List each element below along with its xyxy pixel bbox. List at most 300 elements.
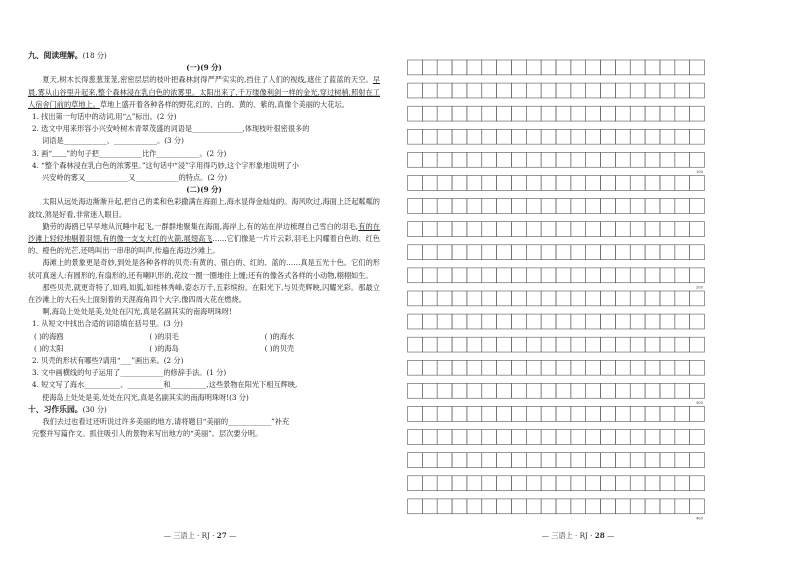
grid-cell[interactable] — [408, 499, 423, 514]
grid-cell[interactable] — [452, 199, 467, 214]
composition-grid[interactable] — [407, 58, 714, 520]
grid-cell[interactable] — [675, 106, 690, 121]
grid-cell[interactable] — [615, 383, 630, 398]
grid-cell[interactable] — [526, 83, 541, 98]
grid-cell[interactable] — [422, 499, 437, 514]
grid-cell[interactable] — [615, 176, 630, 191]
grid-cell[interactable] — [408, 407, 423, 422]
grid-cell[interactable] — [467, 83, 482, 98]
grid-cell[interactable] — [556, 199, 571, 214]
fill-blank-shell[interactable]: ( )的贝壳 — [264, 343, 295, 353]
grid-row[interactable] — [408, 360, 705, 375]
grid-cell[interactable] — [675, 337, 690, 352]
grid-cell[interactable] — [645, 499, 660, 514]
fill-blank-seagull[interactable]: ( )的海鸥 — [34, 331, 64, 341]
grid-cell[interactable] — [571, 291, 586, 306]
grid-cell[interactable] — [615, 129, 630, 144]
grid-cell[interactable] — [645, 407, 660, 422]
grid-cell[interactable] — [422, 360, 437, 375]
grid-cell[interactable] — [422, 337, 437, 352]
grid-cell[interactable] — [556, 383, 571, 398]
grid-cell[interactable] — [408, 60, 423, 75]
grid-cell[interactable] — [690, 383, 705, 398]
grid-cell[interactable] — [511, 360, 526, 375]
grid-cell[interactable] — [675, 453, 690, 468]
grid-cell[interactable] — [452, 407, 467, 422]
grid-cell[interactable] — [630, 106, 645, 121]
grid-cell[interactable] — [422, 314, 437, 329]
grid-cell[interactable] — [556, 430, 571, 445]
grid-cell[interactable] — [497, 83, 512, 98]
grid-cell[interactable] — [660, 106, 675, 121]
grid-cell[interactable] — [497, 430, 512, 445]
grid-cell[interactable] — [452, 176, 467, 191]
grid-cell[interactable] — [601, 222, 616, 237]
grid-cell[interactable] — [511, 129, 526, 144]
grid-cell[interactable] — [511, 453, 526, 468]
grid-cell[interactable] — [556, 106, 571, 121]
grid-cell[interactable] — [660, 222, 675, 237]
grid-cell[interactable] — [437, 337, 452, 352]
grid-cell[interactable] — [645, 360, 660, 375]
grid-cell[interactable] — [601, 499, 616, 514]
grid-cell[interactable] — [497, 152, 512, 167]
grid-cell[interactable] — [601, 176, 616, 191]
grid-cell[interactable] — [615, 314, 630, 329]
grid-cell[interactable] — [408, 430, 423, 445]
grid-cell[interactable] — [437, 176, 452, 191]
grid-cell[interactable] — [615, 453, 630, 468]
grid-cell[interactable] — [675, 291, 690, 306]
grid-cell[interactable] — [408, 476, 423, 491]
grid-cell[interactable] — [467, 337, 482, 352]
grid-cell[interactable] — [526, 152, 541, 167]
grid-cell[interactable] — [467, 245, 482, 260]
grid-cell[interactable] — [437, 222, 452, 237]
grid-cell[interactable] — [675, 314, 690, 329]
grid-cell[interactable] — [541, 83, 556, 98]
grid-cell[interactable] — [586, 60, 601, 75]
grid-cell[interactable] — [526, 407, 541, 422]
grid-cell[interactable] — [586, 360, 601, 375]
grid-cell[interactable] — [630, 337, 645, 352]
grid-cell[interactable] — [467, 453, 482, 468]
grid-cell[interactable] — [422, 245, 437, 260]
grid-cell[interactable] — [586, 383, 601, 398]
grid-cell[interactable] — [601, 291, 616, 306]
grid-cell[interactable] — [645, 453, 660, 468]
grid-row[interactable] — [408, 129, 705, 144]
grid-cell[interactable] — [437, 430, 452, 445]
grid-cell[interactable] — [571, 222, 586, 237]
grid-cell[interactable] — [571, 499, 586, 514]
grid-cell[interactable] — [586, 83, 601, 98]
grid-cell[interactable] — [452, 314, 467, 329]
grid-cell[interactable] — [601, 83, 616, 98]
grid-cell[interactable] — [452, 83, 467, 98]
grid-cell[interactable] — [675, 476, 690, 491]
grid-cell[interactable] — [482, 83, 497, 98]
grid-cell[interactable] — [437, 453, 452, 468]
grid-cell[interactable] — [467, 60, 482, 75]
grid-cell[interactable] — [422, 152, 437, 167]
grid-cell[interactable] — [645, 60, 660, 75]
grid-cell[interactable] — [660, 245, 675, 260]
grid-cell[interactable] — [586, 430, 601, 445]
grid-cell[interactable] — [571, 129, 586, 144]
grid-cell[interactable] — [437, 476, 452, 491]
grid-cell[interactable] — [408, 222, 423, 237]
grid-cell[interactable] — [601, 60, 616, 75]
grid-cell[interactable] — [571, 106, 586, 121]
grid-cell[interactable] — [571, 383, 586, 398]
grid-cell[interactable] — [422, 453, 437, 468]
grid-cell[interactable] — [690, 337, 705, 352]
grid-row[interactable] — [408, 314, 705, 329]
grid-cell[interactable] — [660, 176, 675, 191]
grid-cell[interactable] — [541, 176, 556, 191]
grid-cell[interactable] — [586, 407, 601, 422]
grid-cell[interactable] — [690, 314, 705, 329]
grid-cell[interactable] — [467, 291, 482, 306]
grid-cell[interactable] — [571, 176, 586, 191]
grid-cell[interactable] — [497, 360, 512, 375]
grid-cell[interactable] — [526, 383, 541, 398]
grid-cell[interactable] — [690, 360, 705, 375]
grid-cell[interactable] — [586, 129, 601, 144]
grid-cell[interactable] — [556, 83, 571, 98]
grid-cell[interactable] — [645, 314, 660, 329]
grid-cell[interactable] — [615, 245, 630, 260]
grid-cell[interactable] — [467, 499, 482, 514]
grid-row[interactable] — [408, 476, 705, 491]
grid-cell[interactable] — [422, 83, 437, 98]
grid-cell[interactable] — [511, 383, 526, 398]
grid-cell[interactable] — [497, 314, 512, 329]
grid-cell[interactable] — [615, 291, 630, 306]
grid-cell[interactable] — [601, 476, 616, 491]
answer-blank[interactable]: ____________ — [85, 173, 129, 183]
grid-cell[interactable] — [526, 60, 541, 75]
grid-cell[interactable] — [630, 499, 645, 514]
grid-cell[interactable] — [556, 453, 571, 468]
grid-cell[interactable] — [497, 129, 512, 144]
grid-cell[interactable] — [660, 129, 675, 144]
grid-cell[interactable] — [675, 383, 690, 398]
grid-cell[interactable] — [422, 106, 437, 121]
grid-cell[interactable] — [482, 499, 497, 514]
grid-cell[interactable] — [511, 476, 526, 491]
grid-row[interactable] — [408, 430, 705, 445]
grid-cell[interactable] — [675, 60, 690, 75]
grid-cell[interactable] — [422, 430, 437, 445]
grid-cell[interactable] — [586, 476, 601, 491]
grid-cell[interactable] — [437, 106, 452, 121]
grid-cell[interactable] — [675, 129, 690, 144]
grid-cell[interactable] — [526, 222, 541, 237]
grid-cell[interactable] — [452, 383, 467, 398]
grid-cell[interactable] — [422, 129, 437, 144]
grid-cell[interactable] — [408, 152, 423, 167]
grid-cell[interactable] — [422, 407, 437, 422]
composition-grid-svg[interactable] — [407, 58, 714, 520]
grid-cell[interactable] — [452, 291, 467, 306]
grid-cell[interactable] — [630, 383, 645, 398]
grid-cell[interactable] — [645, 199, 660, 214]
grid-cell[interactable] — [541, 430, 556, 445]
grid-cell[interactable] — [630, 268, 645, 283]
grid-cell[interactable] — [660, 337, 675, 352]
grid-cell[interactable] — [437, 499, 452, 514]
grid-cell[interactable] — [437, 199, 452, 214]
grid-cell[interactable] — [467, 476, 482, 491]
grid-cell[interactable] — [556, 60, 571, 75]
grid-cell[interactable] — [571, 337, 586, 352]
grid-cell[interactable] — [526, 129, 541, 144]
grid-cell[interactable] — [482, 106, 497, 121]
grid-cell[interactable] — [511, 83, 526, 98]
grid-cell[interactable] — [675, 268, 690, 283]
grid-cell[interactable] — [437, 245, 452, 260]
grid-cell[interactable] — [452, 453, 467, 468]
grid-cell[interactable] — [690, 291, 705, 306]
grid-cell[interactable] — [645, 83, 660, 98]
grid-cell[interactable] — [645, 152, 660, 167]
grid-row[interactable] — [408, 60, 705, 75]
grid-cell[interactable] — [452, 245, 467, 260]
grid-cell[interactable] — [601, 268, 616, 283]
grid-cell[interactable] — [586, 268, 601, 283]
grid-cell[interactable] — [690, 245, 705, 260]
grid-cell[interactable] — [601, 407, 616, 422]
grid-cell[interactable] — [482, 268, 497, 283]
grid-cell[interactable] — [556, 268, 571, 283]
grid-cell[interactable] — [482, 152, 497, 167]
grid-cell[interactable] — [645, 268, 660, 283]
grid-row[interactable] — [408, 152, 705, 167]
grid-cell[interactable] — [526, 314, 541, 329]
grid-cell[interactable] — [690, 407, 705, 422]
grid-cell[interactable] — [541, 268, 556, 283]
grid-row[interactable] — [408, 499, 705, 514]
grid-cell[interactable] — [437, 407, 452, 422]
grid-cell[interactable] — [452, 360, 467, 375]
grid-cell[interactable] — [630, 83, 645, 98]
grid-cell[interactable] — [408, 129, 423, 144]
grid-cell[interactable] — [497, 383, 512, 398]
grid-cell[interactable] — [526, 245, 541, 260]
grid-cell[interactable] — [452, 337, 467, 352]
grid-cell[interactable] — [571, 152, 586, 167]
grid-cell[interactable] — [630, 222, 645, 237]
grid-cell[interactable] — [541, 407, 556, 422]
grid-cell[interactable] — [615, 360, 630, 375]
grid-cell[interactable] — [437, 360, 452, 375]
grid-cell[interactable] — [497, 222, 512, 237]
grid-cell[interactable] — [422, 199, 437, 214]
grid-cell[interactable] — [467, 152, 482, 167]
grid-cell[interactable] — [422, 176, 437, 191]
grid-cell[interactable] — [408, 176, 423, 191]
grid-cell[interactable] — [660, 383, 675, 398]
grid-cell[interactable] — [541, 106, 556, 121]
grid-cell[interactable] — [497, 499, 512, 514]
grid-cell[interactable] — [601, 360, 616, 375]
grid-cell[interactable] — [511, 337, 526, 352]
grid-cell[interactable] — [645, 430, 660, 445]
grid-cell[interactable] — [645, 383, 660, 398]
grid-cell[interactable] — [660, 499, 675, 514]
grid-cell[interactable] — [586, 245, 601, 260]
answer-blank[interactable]: ______________ — [192, 124, 243, 134]
grid-cell[interactable] — [467, 176, 482, 191]
grid-cell[interactable] — [675, 430, 690, 445]
grid-cell[interactable] — [615, 152, 630, 167]
grid-cell[interactable] — [497, 245, 512, 260]
grid-cell[interactable] — [452, 152, 467, 167]
grid-cell[interactable] — [630, 60, 645, 75]
grid-cell[interactable] — [660, 268, 675, 283]
grid-cell[interactable] — [630, 129, 645, 144]
grid-cell[interactable] — [630, 453, 645, 468]
grid-cell[interactable] — [630, 291, 645, 306]
grid-cell[interactable] — [615, 430, 630, 445]
grid-cell[interactable] — [437, 383, 452, 398]
grid-cell[interactable] — [437, 152, 452, 167]
grid-cell[interactable] — [452, 476, 467, 491]
grid-cell[interactable] — [437, 129, 452, 144]
grid-cell[interactable] — [601, 129, 616, 144]
grid-cell[interactable] — [541, 152, 556, 167]
grid-cell[interactable] — [601, 152, 616, 167]
grid-cell[interactable] — [541, 499, 556, 514]
grid-cell[interactable] — [586, 499, 601, 514]
grid-cell[interactable] — [422, 222, 437, 237]
grid-cell[interactable] — [482, 129, 497, 144]
grid-cell[interactable] — [526, 476, 541, 491]
grid-cell[interactable] — [690, 268, 705, 283]
grid-cell[interactable] — [645, 106, 660, 121]
grid-cell[interactable] — [615, 268, 630, 283]
grid-cell[interactable] — [526, 106, 541, 121]
grid-cell[interactable] — [511, 199, 526, 214]
grid-row[interactable] — [408, 453, 705, 468]
grid-cell[interactable] — [601, 337, 616, 352]
grid-cell[interactable] — [422, 268, 437, 283]
grid-cell[interactable] — [660, 60, 675, 75]
grid-row[interactable] — [408, 268, 705, 283]
grid-cell[interactable] — [497, 176, 512, 191]
grid-cell[interactable] — [482, 337, 497, 352]
grid-row[interactable] — [408, 383, 705, 398]
grid-cell[interactable] — [601, 453, 616, 468]
grid-cell[interactable] — [467, 407, 482, 422]
grid-cell[interactable] — [482, 60, 497, 75]
grid-cell[interactable] — [571, 60, 586, 75]
grid-cell[interactable] — [615, 199, 630, 214]
grid-cell[interactable] — [586, 152, 601, 167]
grid-cell[interactable] — [408, 106, 423, 121]
grid-row[interactable] — [408, 245, 705, 260]
grid-cell[interactable] — [408, 383, 423, 398]
grid-cell[interactable] — [452, 129, 467, 144]
grid-cell[interactable] — [601, 199, 616, 214]
answer-blank[interactable]: ____________ — [98, 148, 142, 158]
grid-cell[interactable] — [437, 83, 452, 98]
answer-blank[interactable]: ____________ — [135, 173, 179, 183]
grid-cell[interactable] — [541, 337, 556, 352]
grid-cell[interactable] — [497, 199, 512, 214]
grid-cell[interactable] — [660, 453, 675, 468]
grid-cell[interactable] — [452, 430, 467, 445]
grid-row[interactable] — [408, 199, 705, 214]
grid-cell[interactable] — [690, 430, 705, 445]
answer-blank[interactable]: ____________ — [120, 368, 164, 378]
grid-cell[interactable] — [541, 314, 556, 329]
grid-cell[interactable] — [586, 337, 601, 352]
grid-cell[interactable] — [437, 314, 452, 329]
grid-row[interactable] — [408, 106, 705, 121]
grid-cell[interactable] — [408, 314, 423, 329]
grid-cell[interactable] — [541, 199, 556, 214]
grid-cell[interactable] — [497, 407, 512, 422]
grid-cell[interactable] — [511, 245, 526, 260]
grid-cell[interactable] — [571, 199, 586, 214]
grid-cell[interactable] — [541, 291, 556, 306]
grid-cell[interactable] — [482, 476, 497, 491]
grid-cell[interactable] — [690, 60, 705, 75]
fill-blank-feather[interactable]: ( )的羽毛 — [149, 331, 179, 341]
grid-cell[interactable] — [408, 245, 423, 260]
grid-cell[interactable] — [556, 152, 571, 167]
grid-cell[interactable] — [601, 106, 616, 121]
grid-cell[interactable] — [660, 476, 675, 491]
grid-cell[interactable] — [586, 222, 601, 237]
grid-cell[interactable] — [408, 268, 423, 283]
grid-cell[interactable] — [556, 476, 571, 491]
grid-row[interactable] — [408, 83, 705, 98]
grid-cell[interactable] — [408, 199, 423, 214]
grid-cell[interactable] — [615, 337, 630, 352]
grid-cell[interactable] — [482, 176, 497, 191]
grid-cell[interactable] — [526, 337, 541, 352]
grid-cell[interactable] — [630, 430, 645, 445]
grid-cell[interactable] — [541, 453, 556, 468]
grid-cell[interactable] — [586, 106, 601, 121]
grid-cell[interactable] — [556, 245, 571, 260]
grid-cell[interactable] — [422, 476, 437, 491]
grid-cell[interactable] — [556, 176, 571, 191]
grid-cell[interactable] — [675, 222, 690, 237]
grid-cell[interactable] — [422, 60, 437, 75]
answer-blank[interactable]: ____________ — [63, 136, 107, 146]
grid-cell[interactable] — [645, 245, 660, 260]
grid-cell[interactable] — [675, 199, 690, 214]
grid-cell[interactable] — [615, 60, 630, 75]
answer-blank[interactable]: ____________ — [156, 148, 200, 158]
grid-cell[interactable] — [630, 152, 645, 167]
grid-cell[interactable] — [675, 499, 690, 514]
grid-cell[interactable] — [526, 499, 541, 514]
grid-cell[interactable] — [675, 83, 690, 98]
grid-cell[interactable] — [571, 245, 586, 260]
grid-cell[interactable] — [556, 291, 571, 306]
grid-cell[interactable] — [526, 176, 541, 191]
grid-cell[interactable] — [408, 360, 423, 375]
grid-cell[interactable] — [556, 499, 571, 514]
grid-cell[interactable] — [467, 199, 482, 214]
grid-cell[interactable] — [482, 383, 497, 398]
